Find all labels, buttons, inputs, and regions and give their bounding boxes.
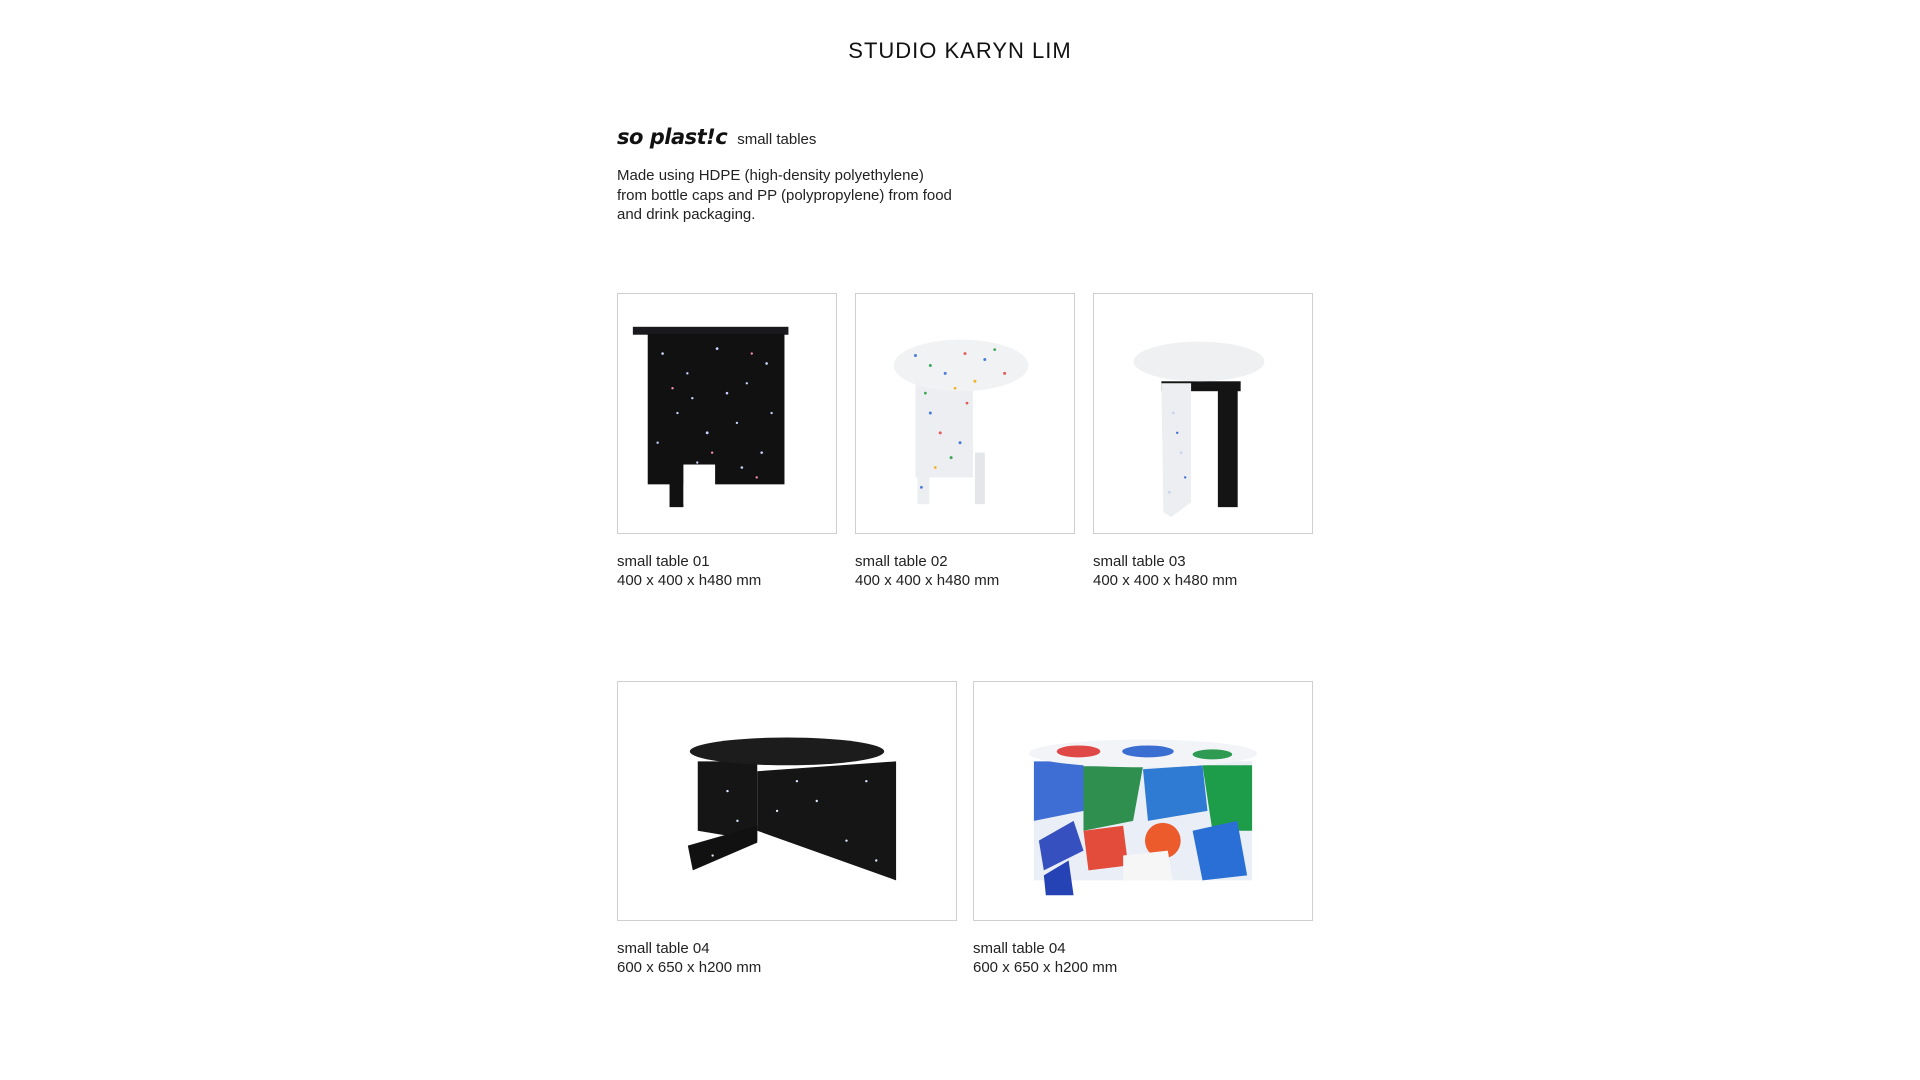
product-caption-3 (1093, 552, 1237, 590)
product-image-2[interactable] (855, 293, 1075, 534)
product-caption-5 (973, 939, 1117, 977)
table-speckled-round-illustration (856, 294, 1074, 533)
product-name: small table 02 (855, 553, 948, 570)
product-name: small table 04 (973, 940, 1066, 957)
product-name: small table 03 (1093, 553, 1186, 570)
collection-header (617, 125, 816, 149)
product-image-4[interactable] (617, 681, 957, 921)
product-dimensions: 600 x 650 x h200 mm (973, 959, 1118, 976)
product-dimensions: 400 x 400 x h480 mm (1093, 572, 1238, 589)
product-dimensions: 600 x 650 x h200 mm (617, 959, 762, 976)
product-image-1[interactable] (617, 293, 837, 534)
product-image-5[interactable] (973, 681, 1313, 921)
product-name: small table 01 (617, 553, 710, 570)
collection-description: Made using HDPE (high-density polyethylene) from bottle caps and PP (polypropylene) from food and drink packaging. (617, 167, 952, 223)
table-white-black-round-illustration (1094, 294, 1312, 533)
product-caption-4 (617, 939, 761, 977)
product-name: small table 04 (617, 940, 710, 957)
table-black-block-illustration (618, 294, 836, 533)
product-dimensions: 400 x 400 x h480 mm (617, 572, 762, 589)
table-patchwork-low-round-illustration (974, 682, 1312, 920)
studio-title: STUDIO KARYN LIM (848, 38, 1072, 63)
table-black-low-round-illustration (618, 682, 956, 920)
product-dimensions: 400 x 400 x h480 mm (855, 572, 1000, 589)
collection-subtitle: small tables (737, 131, 817, 148)
product-caption-1 (617, 552, 761, 590)
collection-logo: so plast!c (617, 125, 728, 149)
product-caption-2 (855, 552, 999, 590)
product-image-3[interactable] (1093, 293, 1313, 534)
